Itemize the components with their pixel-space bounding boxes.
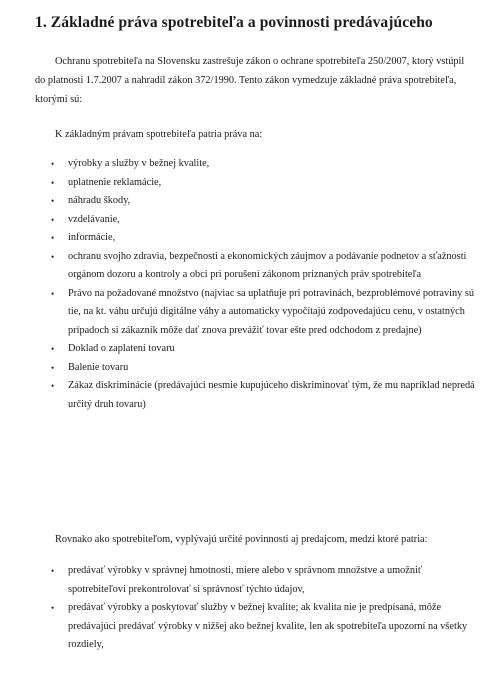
- bullet-icon: •: [51, 177, 55, 188]
- bullet-icon: •: [51, 288, 55, 299]
- section-heading: 1. Základné práva spotrebiteľa a povinnosti predávajúceho: [35, 14, 433, 31]
- list-item: • predávať výrobky v správnej hmotnosti, miere alebo v správnom množstve a umožniť spotrebiteľovi prekontrolovať si správnosť týchto údajov,: [35, 562, 475, 599]
- rights-list: [35, 155, 475, 414]
- duties-list: [35, 562, 475, 655]
- bullet-icon: •: [51, 251, 55, 262]
- bullet-icon: •: [51, 381, 55, 391]
- list-item: • informácie,: [35, 229, 475, 248]
- list-item: • výrobky a služby v bežnej kvalite,: [35, 155, 475, 174]
- list-item: • Doklad o zaplatení tovaru: [35, 340, 475, 359]
- list-item: • ochranu svojho zdravia, bezpečnosti a ekonomických záujmov a podávanie podnetov a sťažností orgánom dozoru a kontroly a obci pri porušení zákonom priznaných práv spotrebiteľa: [35, 248, 475, 285]
- list-item: • Právo na požadované množstvo (najviac sa uplatňuje pri potravinách, bezproblémové potraviny sú tie, na kt. váhu určujú digitálne váhy a automaticky vypočítajú zodpovedajúcu cenu, v ostatných prípadoch si zákazník môže dať znova prevážiť tovar ešte pred odchodom z predajne): [35, 285, 475, 341]
- list-item: • náhradu škody,: [35, 192, 475, 211]
- bullet-icon: •: [51, 603, 55, 613]
- list-item: • predávať výrobky a poskytovať služby v bežnej kvalite; ak kvalita nie je predpísaná, môže predávajúci predávať výrobky v nižšej ako bežnej kvalite, len ak spotrebiteľa upozorní na všetky rozdiely,: [35, 599, 475, 655]
- bullet-icon: •: [51, 362, 55, 373]
- list-item: • vzdelávanie,: [35, 211, 475, 230]
- list-item: • Zákaz diskriminácie (predávajúci nesmie kupujúceho diskriminovať tým, že mu napríklad nepredá určitý druh tovaru): [35, 377, 475, 414]
- duties-intro: Rovnako ako spotrebiteľom, vyplývajú určité povinnosti aj predajcom, medzi ktoré patria:: [55, 534, 428, 545]
- rights-intro: K základným právam spotrebiteľa patria práva na:: [55, 129, 263, 140]
- bullet-icon: •: [51, 233, 55, 243]
- list-item: • uplatnenie reklamácie,: [35, 174, 475, 193]
- bullet-icon: •: [51, 214, 55, 225]
- bullet-icon: •: [51, 159, 55, 169]
- intro-paragraph: Ochranu spotrebiteľa na Slovensku zastrešuje zákon o ochrane spotrebiteľa 250/2007, ktorý vstúpil do platnosti 1.7.2007 a nahradil zákon 372/1990. Tento zákon vymedzuje základné práva spotrebiteľa, ktorými sú:: [35, 56, 465, 105]
- bullet-icon: •: [51, 344, 55, 354]
- bullet-icon: •: [51, 566, 55, 576]
- list-item: • Balenie tovaru: [35, 359, 475, 378]
- bullet-icon: •: [51, 196, 55, 206]
